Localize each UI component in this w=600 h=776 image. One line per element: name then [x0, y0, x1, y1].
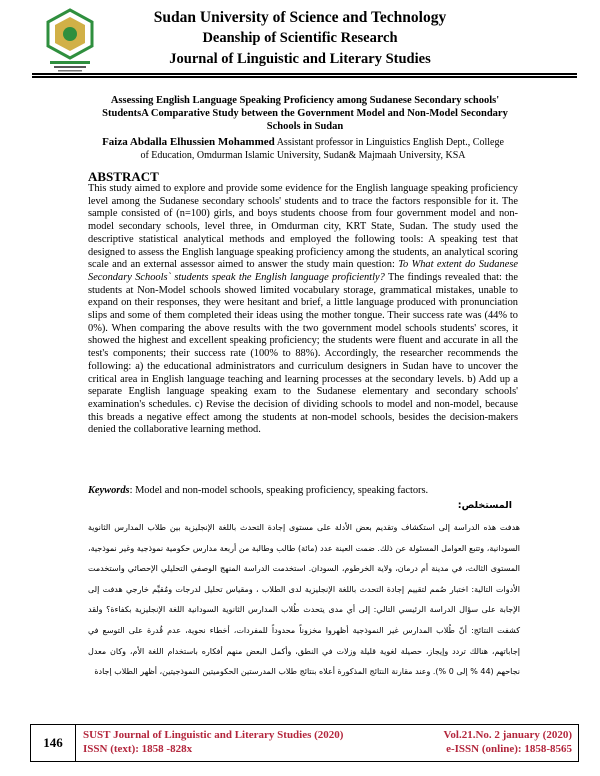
- footer-issn: ISSN (text): 1858 -828x: [83, 743, 193, 755]
- author-affiliation: Assistant professor in Linguistics English Dept., College of Education, Omdurman Islamic University, Sudan& Majmaah University, KSA: [140, 137, 504, 161]
- abstract-heading: ABSTRACT: [88, 169, 159, 184]
- paper-title: Assessing English Language Speaking Proficiency among Sudanese Secondary schools' StudentsA Comparative Study between the Government Model and Non-Model Secondary Schools in Sudan: [102, 95, 508, 132]
- footer-right: [443, 728, 572, 756]
- keywords-line: [88, 484, 518, 497]
- abstract-text-part2: The findings revealed that: the students at Non-Model schools showed limited vocabulary storage, grammatical mistakes, unable to expand on their responses, they were hesitant and brief, a little language produced with pronunciation slips and some of them completed their ideas using the mother tongue. Their success rate was (44% to 0%). When comparing the above results with the two government model schools students' scores, it showed the highest and excellent speaking proficiency; the students were fluent and accurate in all the test's components; their success rate (100% to 88%). Accordingly, the researcher recommends the following: a) the educational administrators and curriculum designers in Sudan have to uncover the critical area in English language teaching and learning processes at the secondary levels. b) Add up a separate English language speaking exam to the Sudanese elementary and secondary schools' examination's schedules. c) Revise the decision of dividing schools to model and non-model, because this breads a negative effect among the students at non-model schools, besides the decision-makers denied the collaborative learning method.: [88, 271, 518, 436]
- author-name: Faiza Abdalla Elhussien Mohammed: [102, 136, 275, 148]
- keywords-text: : Model and non-model schools, speaking proficiency, speaking factors.: [129, 485, 429, 496]
- research-question: To What extent do Sudanese Secondary Schools` students speak the English language proficiently?: [88, 259, 518, 283]
- header-rule-secondary: [32, 76, 577, 78]
- header-rule: [32, 73, 577, 75]
- university-name: Sudan University of Science and Technology: [153, 9, 447, 26]
- arabic-abstract-body: هدفت هذه الدراسة إلى استكشاف وتقديم بعض الأدلة على مستوى إجادة التحدث باللغة الإنجليزية بين طلاب المدارس الثانوية السودانية، وتتبع العوامل المسئولة عن ذلك. ضمت العينة عدد (مائة) طالب وطالبة من أربعة مدارس حكومية نموذجية وغير نموذجية، المستوى الثالث، في مدينة أم درمان، ولاية الخرطوم، السودان. استخدمت الدراسة المنهج الوصفي التحليلي الإحصائي واستخدمت الأدوات التالية: اختبار صُمم لتقييم إجادة التحدث باللغة الإنجليزية لدى الطلاب ، ومقياس تحليل لدرجات ومُقيِّم خارجي هدفت إلى الإجابة على سؤال الدراسة الرئيسي التالي: إلى أي مدى يتحدث طُلاب المدارس الثانوية السودانية اللغة الإنجليزية بكفاءة؟ ولقد كشفت النتائج: أنّ طُلاب المدارس غير النموذجية أظهروا مخزوناً محدوداً للمفردات، أخطاء نحوية، عدم قُدرة على التوسع في إجاباتهم، هنالك تردد وإيجاز، حصيلة لغوية قليلة وزلات في النطق، وأكمل البعض منهم أفكاره باستخدام اللغة الأم، وكان معدل نجاحهم (44 % إلى 0 %). وعند مقارنة النتائج المذكورة أعلاه بنتائج طلاب المدرستين الحكوميتين النموذجيتين، أظهر الطلاب إجادة: [88, 523, 520, 677]
- footer-box: [30, 724, 579, 762]
- footer-journal: SUST Journal of Linguistic and Literary Studies (2020): [83, 729, 344, 741]
- abstract-text-part1: This study aimed to explore and provide some evidence for the English language speaking proficiency level among the Sudanese secondary schools' students and to trace the factors responsible for it. The sample consisted of (n=100) girls, and boys students choose from four government model and non-model secondary schools, level three, in Omdurman city, KRT State, Sudan. The study used the descriptive statistical analytical methods and employed the following tools: A speaking test that designed to assess the English language speaking proficiency among the students, an analytical scoring scale and an external assessor aimed to answer the study main question:: [88, 183, 518, 271]
- arabic-abstract-heading: المستخلص:: [457, 500, 512, 511]
- keywords-label: Keywords: [88, 485, 130, 496]
- author-block: [98, 136, 508, 162]
- deanship-name: Deanship of Scientific Research: [202, 30, 398, 46]
- footer-eissn: e-ISSN (online): 1858-8565: [446, 743, 572, 755]
- journal-name: Journal of Linguistic and Literary Studies: [169, 51, 431, 67]
- footer-volume: Vol.21.No. 2 january (2020): [443, 729, 572, 741]
- page-number: 146: [31, 725, 76, 761]
- footer-left: [83, 728, 343, 756]
- abstract-body: [88, 183, 518, 437]
